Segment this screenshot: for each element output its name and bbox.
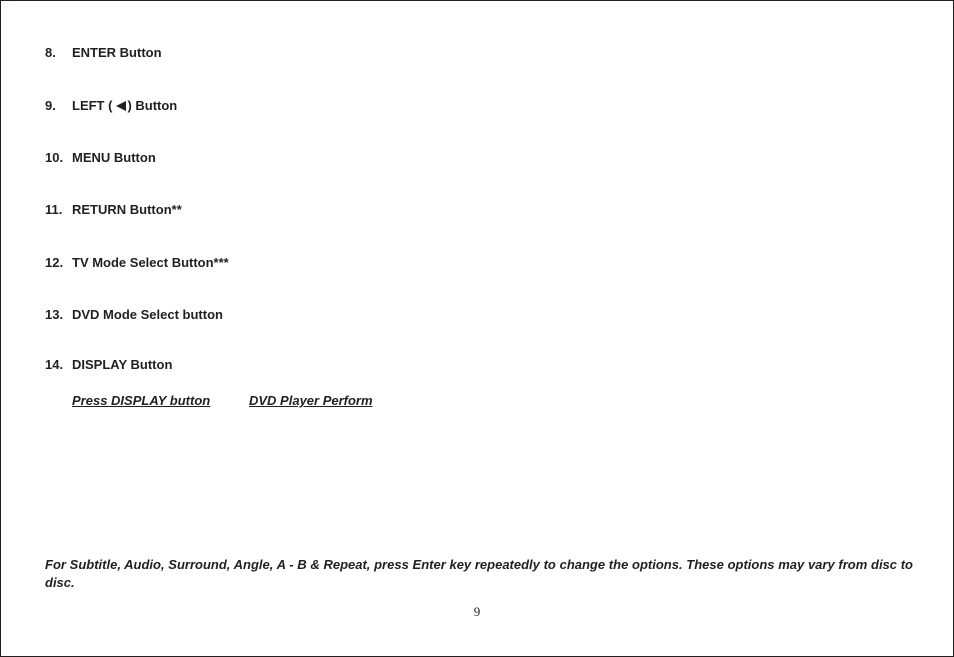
item-return-button xyxy=(45,202,182,217)
page-number: 9 xyxy=(473,604,481,619)
item-number: 10. xyxy=(45,150,64,165)
item-number: 13. xyxy=(45,307,64,322)
item-number: 14. xyxy=(45,357,64,372)
item-menu-button xyxy=(45,150,156,165)
item-number: 9. xyxy=(45,98,56,113)
item-tv-mode-select-button xyxy=(45,255,229,270)
item-enter-button xyxy=(45,45,162,60)
item-label: MENU Button xyxy=(72,150,156,165)
display-table-header-perform: DVD Player Perform xyxy=(249,393,373,408)
item-dvd-mode-select-button xyxy=(45,307,223,322)
item-left-button xyxy=(45,98,177,113)
item-number: 8. xyxy=(45,45,56,60)
item-label: TV Mode Select Button*** xyxy=(72,255,229,270)
item-label: RETURN Button** xyxy=(72,202,182,217)
item-label: ENTER Button xyxy=(72,45,162,60)
item-label: DVD Mode Select button xyxy=(72,307,223,322)
item-label: DISPLAY Button xyxy=(72,357,173,372)
item-label-pre: LEFT ( xyxy=(72,98,113,113)
footnote: For Subtitle, Audio, Surround, Angle, A - B & Repeat, press Enter key repeatedly to change the options. These options may vary from disc to disc. xyxy=(45,557,913,590)
item-display-button xyxy=(45,357,172,372)
item-number: 11. xyxy=(45,202,63,217)
left-arrow-icon xyxy=(116,101,126,111)
item-label-post: ) Button xyxy=(127,98,178,113)
item-number: 12. xyxy=(45,255,64,270)
display-table-header-press: Press DISPLAY button xyxy=(72,393,211,408)
